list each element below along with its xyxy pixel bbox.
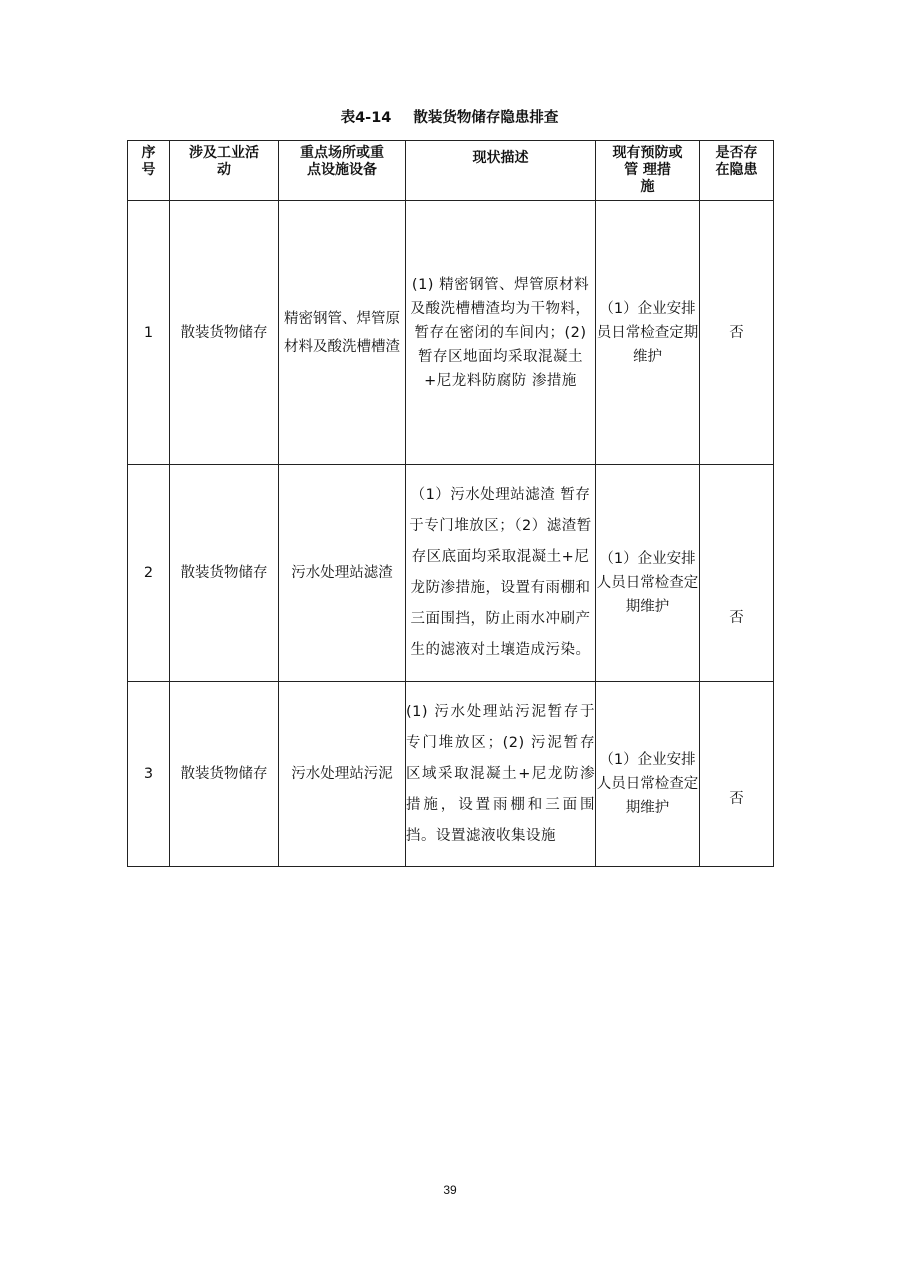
cell-facility: 污水处理站污泥 xyxy=(279,682,406,867)
cell-hazard: 否 xyxy=(700,465,774,682)
cell-no: 2 xyxy=(128,465,170,682)
hazard-table xyxy=(127,140,774,867)
cell-description: (1) 精密钢管、焊管原材料及酸洗槽槽渣均为干物料，暂存在密闭的车间内；(2) 暂存区地面均采取混凝土+尼龙料防腐防 渗措施 xyxy=(406,201,596,465)
cell-measures: （1）企业安排员日常检查定期维护 xyxy=(596,201,700,465)
page-number: 39 xyxy=(443,1183,457,1197)
cell-description: (1) 污水处理站污泥暂存于专门堆放区；(2) 污泥暂存区域采取混凝土+尼龙防渗措施，设置雨棚和三面围挡。设置滤液收集设施 xyxy=(406,682,596,867)
table-row xyxy=(128,201,774,465)
table-row xyxy=(128,682,774,867)
table-number: 表4-14 xyxy=(340,110,392,126)
header-seq: 序 号 xyxy=(128,141,170,201)
cell-measures: （1）企业安排人员日常检查定期维护 xyxy=(596,682,700,867)
cell-facility: 精密钢管、焊管原材料及酸洗槽槽渣 xyxy=(279,201,406,465)
cell-hazard: 否 xyxy=(700,682,774,867)
cell-no: 1 xyxy=(128,201,170,465)
header-measures: 现有预防或 管 理措 施 xyxy=(596,141,700,201)
table-row xyxy=(128,465,774,682)
table-caption xyxy=(127,108,772,128)
header-facility: 重点场所或重 点设施设备 xyxy=(279,141,406,201)
cell-hazard: 否 xyxy=(700,201,774,465)
cell-activity: 散装货物储存 xyxy=(170,201,279,465)
table-header-row xyxy=(128,141,774,201)
cell-measures: （1）企业安排人员日常检查定期维护 xyxy=(596,465,700,682)
cell-activity: 散装货物储存 xyxy=(170,682,279,867)
header-activity: 涉及工业活 动 xyxy=(170,141,279,201)
cell-activity: 散装货物储存 xyxy=(170,465,279,682)
cell-facility: 污水处理站滤渣 xyxy=(279,465,406,682)
cell-description: （1）污水处理站滤渣 暂存于专门堆放区；（2）滤渣暂存区底面均采取混凝土+尼龙防渗措施，设置有雨棚和三面围挡，防止雨水冲刷产生的滤液对土壤造成污染。 xyxy=(406,465,596,682)
header-hazard: 是否存 在隐患 xyxy=(700,141,774,201)
table-title: 散装货物储存隐患排查 xyxy=(413,110,559,126)
header-description: 现状描述 xyxy=(406,141,596,201)
cell-no: 3 xyxy=(128,682,170,867)
